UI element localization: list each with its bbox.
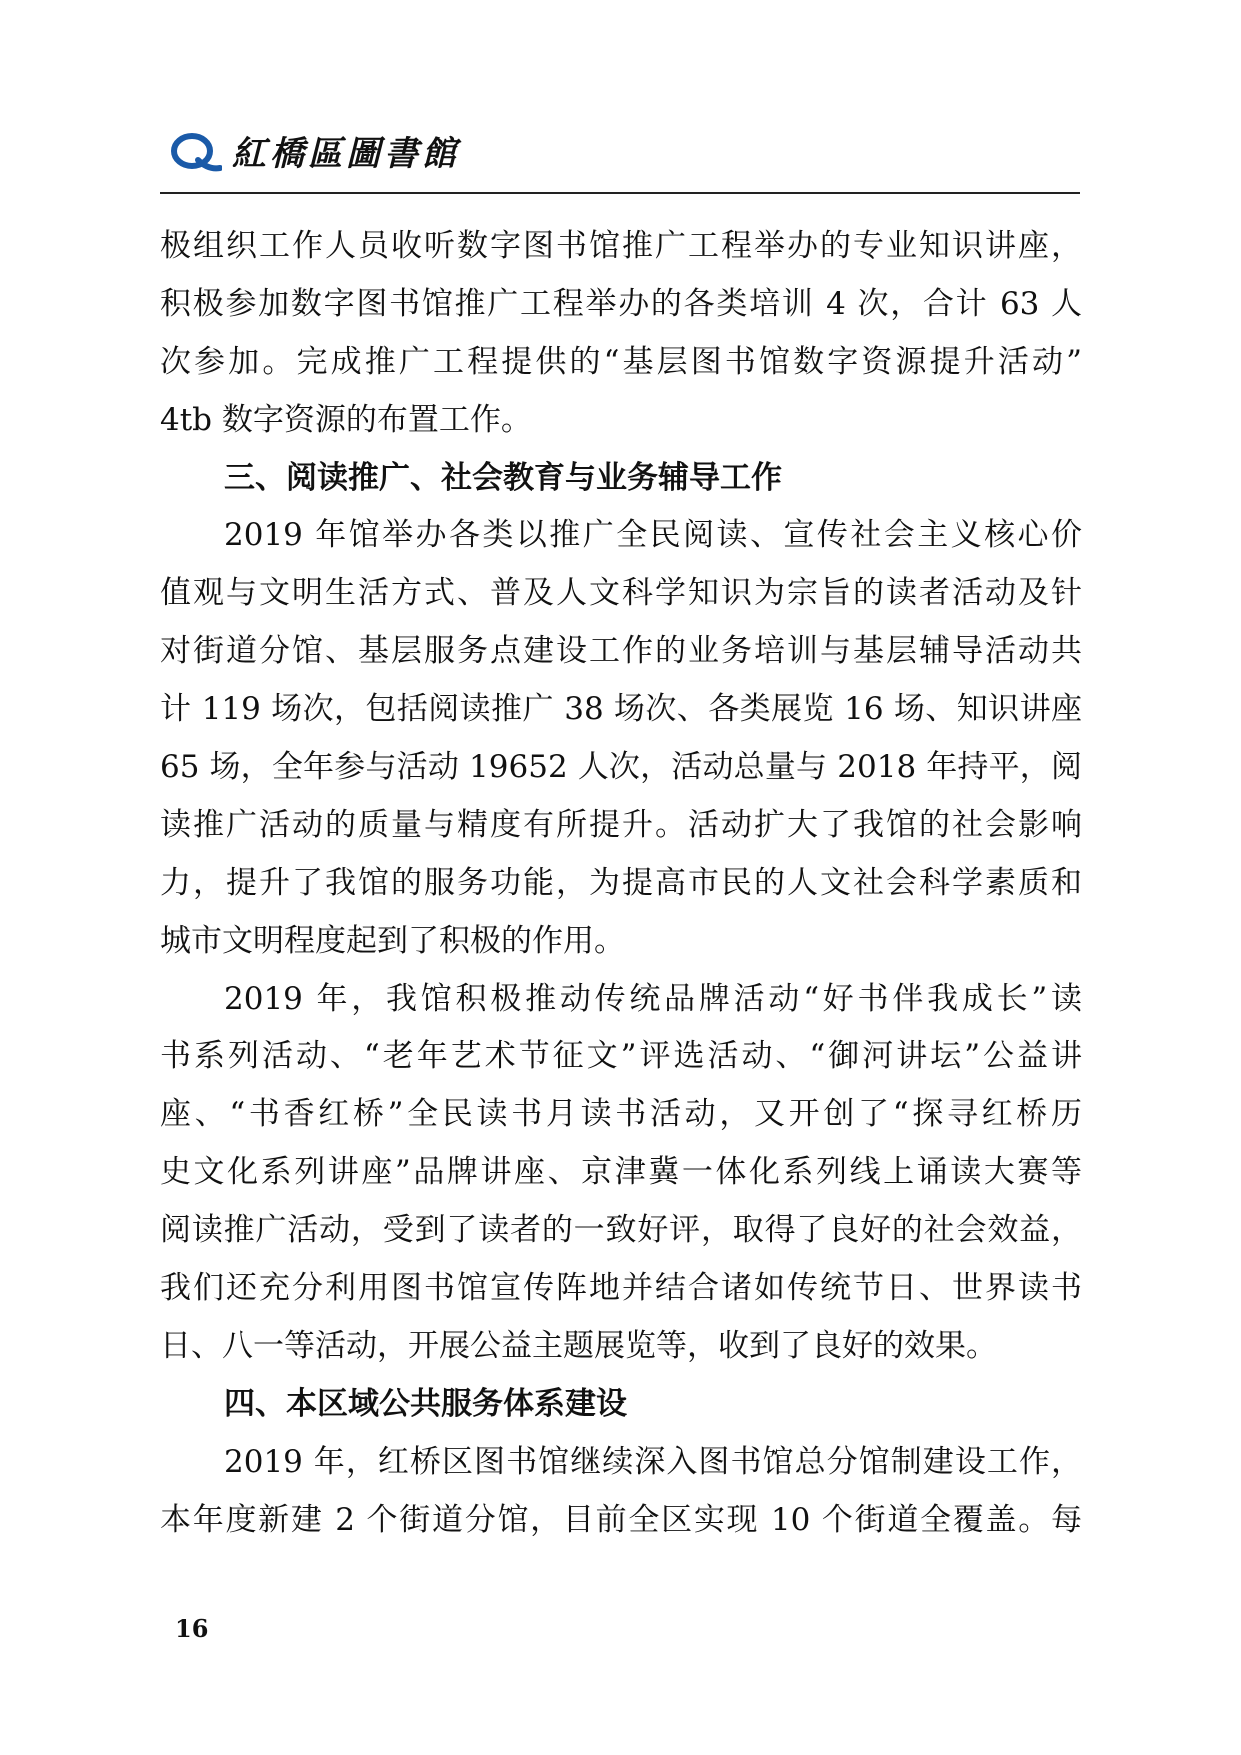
text-line: 阅读推广活动，受到了读者的一致好评，取得了良好的社会效益，: [160, 1212, 1082, 1249]
text-line: 史文化系列讲座”品牌讲座、京津冀一体化系列线上诵读大赛等: [160, 1154, 1082, 1191]
text-line: 2019 年馆举办各类以推广全民阅读、宣传社会主义核心价: [224, 517, 1082, 554]
text-line: 读推广活动的质量与精度有所提升。活动扩大了我馆的社会影响: [160, 806, 1082, 843]
section-heading: 三、阅读推广、社会教育与业务辅导工作: [224, 459, 782, 496]
text-line: 力，提升了我馆的服务功能，为提高市民的人文社会科学素质和: [160, 864, 1082, 901]
section-heading: 四、本区域公共服务体系建设: [224, 1385, 627, 1422]
text-line: 极组织工作人员收听数字图书馆推广工程举办的专业知识讲座，: [160, 228, 1082, 264]
text-line: 城市文明程度起到了积极的作用。: [160, 922, 625, 959]
text-line: 日、八一等活动，开展公益主题展览等，收到了良好的效果。: [160, 1327, 997, 1364]
document-body: [160, 218, 1082, 1549]
text-line: 65 场，全年参与活动 19652 人次，活动总量与 2018 年持平，阅: [160, 749, 1082, 786]
page-number: 16: [175, 1614, 209, 1643]
library-q-logo-icon: [168, 130, 222, 176]
page-header: [160, 120, 1080, 194]
text-line: 我们还充分利用图书馆宣传阵地并结合诸如传统节日、世界读书: [160, 1270, 1082, 1307]
text-line: 积极参加数字图书馆推广工程举办的各类培训 4 次，合计 63 人: [160, 285, 1082, 322]
text-line: 书系列活动、“老年艺术节征文”评选活动、“御河讲坛”公益讲: [160, 1038, 1082, 1075]
text-line: 次参加。完成推广工程提供的“基层图书馆数字资源提升活动”: [160, 343, 1082, 380]
text-line: 2019 年，我馆积极推动传统品牌活动“好书伴我成长”读: [224, 980, 1082, 1017]
text-line: 4tb 数字资源的布置工作。: [160, 401, 532, 438]
text-line: 计 119 场次，包括阅读推广 38 场次、各类展览 16 场、知识讲座: [160, 691, 1082, 728]
text-line: 值观与文明生活方式、普及人文科学知识为宗旨的读者活动及针: [160, 575, 1082, 612]
text-line: 对街道分馆、基层服务点建设工作的业务培训与基层辅导活动共: [160, 633, 1082, 670]
text-line: 本年度新建 2 个街道分馆，目前全区实现 10 个街道全覆盖。每: [160, 1501, 1082, 1538]
text-line: 2019 年，红桥区图书馆继续深入图书馆总分馆制建设工作，: [224, 1443, 1082, 1480]
library-name: 紅橋區圖書館: [232, 134, 460, 174]
text-line: 座、“书香红桥”全民读书月读书活动，又开创了“探寻红桥历: [160, 1096, 1082, 1133]
